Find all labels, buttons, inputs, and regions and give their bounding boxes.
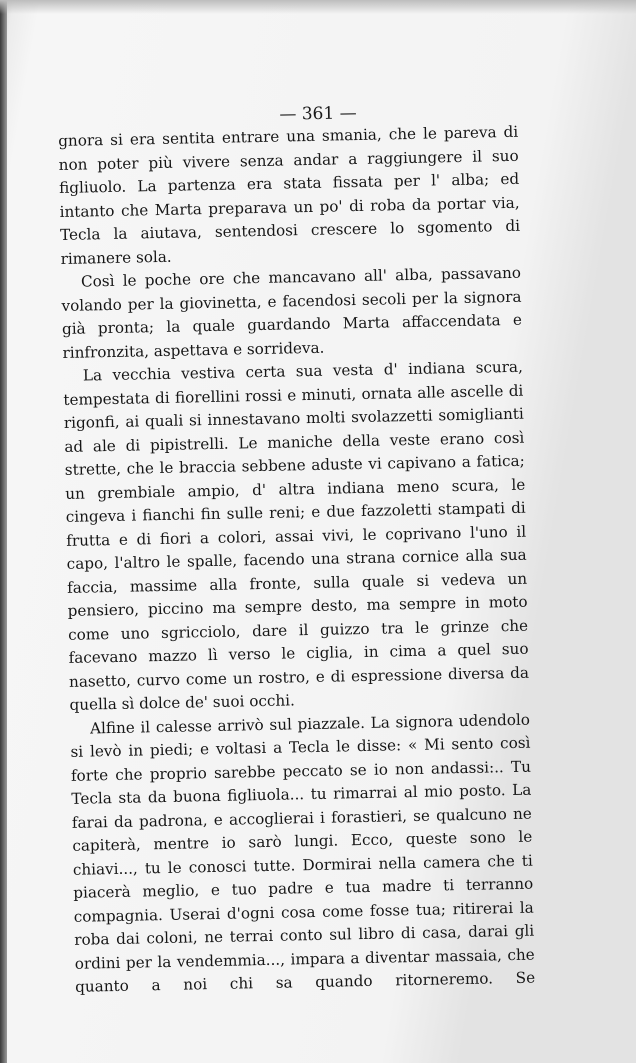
paragraph-1: gnora si era sentita entrare una smania, che le pareva di non poter più vivere senza andar a raggiungere il suo figliuolo. La partenza era stata fissata per l' alba; ed intanto che Marta preparava un po' di roba da portar via, Tecla la aiutava, sentendosi crescere lo sgomento di rimanere sola.	[58, 122, 521, 268]
paragraph-4: Alfine il calesse arrivò sul piazzale. La signora udendolo si levò in piedi; e voltasi a Tecla le disse: « Mi sento così forte che proprio sarebbe peccato se io non andassi:.. Tu Tecla sta da buona figliuola... tu rimarrai al mio posto. La farai da padrona, e accoglierai i forastieri, se qualcuno ne capiterà, mentre io sarò lungi. Ecco, queste sono le chiavi..., tu le conosci tutte. Dormirai nella camera che ti piacerà meglio, e tuo padre e tua madre ti terranno compagnia. Userai d'ogni cosa come fosse tua; ritirerai la roba dai coloni, ne terrai conto sul libro di casa, darai gli ordini per la vendemmia..., impara a diventar massaia, che quanto a noi chi sa quando ritorneremo. Se	[70, 710, 536, 996]
page-top-shadow	[0, 0, 636, 14]
page-number: — 361 —	[279, 103, 357, 125]
paragraph-3: La vecchia vestiva certa sua vesta d' indiana scura, tempestata di fiorellini rossi e minuti, ornata alle ascelle di rigonfi, ai quali si innestavano molti svolazzetti somiglianti ad ale di pipistrelli. Le maniche della veste erano così strette, che le braccia sebbene aduste vi capivano a fatica; un grembiale ampio, d' altra indiana meno scura, le cingeva i fianchi fin sulle reni; e due fazzoletti stampati di frutta e di fiori a colori, assai vivi, le coprivano l'uno il capo, l'altro le spalle, facendo una strana cornice alla sua faccia, massime alla fronte, sulla quale si vedeva un pensiero, piccino ma sempre desto, ma sempre in moto come uno sgricciolo, dare il guizzo tra le grinze che facevano mazzo lì verso le ciglia, in cima a quel suo nasetto, curvo come un rostro, e di espressione diversa da quella sì dolce de' suoi occhi.	[63, 357, 530, 714]
paragraph-2: Così le poche ore che mancavano all' alba, passavano volando per la giovinetta, e facendosi secoli per la signora già pronta; la quale guardando Marta affaccendata e rinfronzita, aspettava e sorrideva.	[61, 263, 523, 362]
page-binding-shadow	[0, 0, 7, 1063]
body-text	[58, 121, 535, 1000]
